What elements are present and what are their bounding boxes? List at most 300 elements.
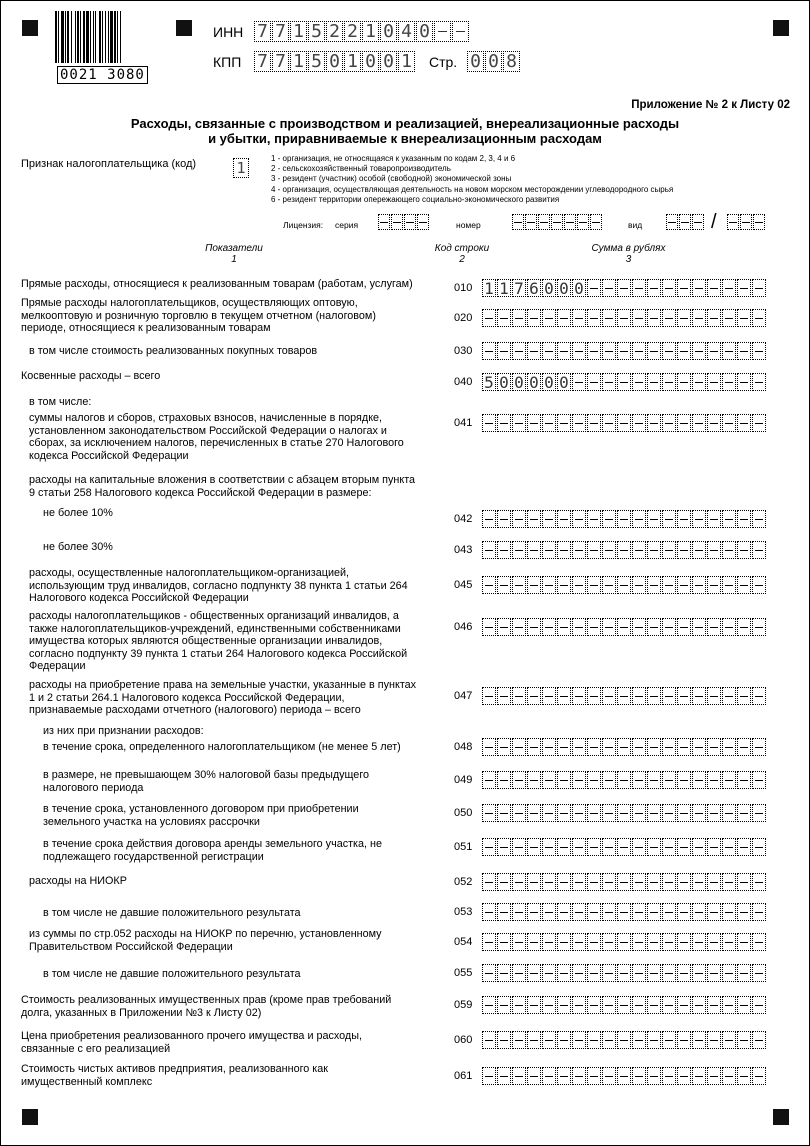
char-cell[interactable] [497, 738, 511, 756]
char-cell[interactable]: 0 [557, 373, 571, 391]
char-cell[interactable] [587, 618, 601, 636]
char-cell[interactable] [590, 214, 602, 230]
char-cell[interactable] [617, 903, 631, 921]
char-cell[interactable] [707, 873, 721, 891]
char-cell[interactable] [602, 771, 616, 789]
char-cell[interactable] [434, 21, 451, 42]
char-cell[interactable] [512, 996, 526, 1014]
char-cell[interactable] [542, 903, 556, 921]
char-cell[interactable] [497, 414, 511, 432]
char-cell[interactable] [632, 738, 646, 756]
char-cell[interactable] [587, 687, 601, 705]
char-cell[interactable] [587, 996, 601, 1014]
char-cell[interactable] [542, 687, 556, 705]
char-cell[interactable] [677, 576, 691, 594]
char-cell[interactable] [677, 996, 691, 1014]
char-cell[interactable] [497, 804, 511, 822]
char-cell[interactable] [542, 1031, 556, 1049]
char-cell[interactable]: 0 [416, 21, 433, 42]
char-cell[interactable] [722, 279, 736, 297]
char-cell[interactable] [752, 342, 766, 360]
char-cell[interactable] [617, 964, 631, 982]
amount-field-043[interactable] [482, 541, 766, 559]
char-cell[interactable] [632, 838, 646, 856]
char-cell[interactable] [557, 996, 571, 1014]
char-cell[interactable] [527, 576, 541, 594]
char-cell[interactable] [542, 964, 556, 982]
char-cell[interactable] [722, 738, 736, 756]
char-cell[interactable] [617, 576, 631, 594]
char-cell[interactable] [572, 738, 586, 756]
char-cell[interactable] [632, 414, 646, 432]
license-type-field-1[interactable] [666, 214, 704, 230]
char-cell[interactable] [737, 933, 751, 951]
char-cell[interactable] [482, 964, 496, 982]
char-cell[interactable] [527, 687, 541, 705]
char-cell[interactable]: 1 [290, 21, 307, 42]
char-cell[interactable] [752, 996, 766, 1014]
char-cell[interactable] [617, 309, 631, 327]
amount-field-049[interactable] [482, 771, 766, 789]
char-cell[interactable] [662, 1067, 676, 1085]
char-cell[interactable] [557, 342, 571, 360]
char-cell[interactable] [512, 1067, 526, 1085]
char-cell[interactable] [647, 342, 661, 360]
char-cell[interactable] [512, 510, 526, 528]
char-cell[interactable] [527, 414, 541, 432]
char-cell[interactable] [677, 1031, 691, 1049]
char-cell[interactable] [572, 342, 586, 360]
char-cell[interactable] [692, 279, 706, 297]
char-cell[interactable] [617, 510, 631, 528]
char-cell[interactable] [752, 541, 766, 559]
char-cell[interactable] [497, 933, 511, 951]
char-cell[interactable] [727, 214, 739, 230]
char-cell[interactable] [572, 964, 586, 982]
char-cell[interactable] [452, 21, 469, 42]
char-cell[interactable] [707, 838, 721, 856]
char-cell[interactable] [587, 903, 601, 921]
char-cell[interactable] [512, 618, 526, 636]
license-type-field-2[interactable] [727, 214, 765, 230]
char-cell[interactable] [564, 214, 576, 230]
char-cell[interactable] [753, 214, 765, 230]
amount-field-061[interactable] [482, 1067, 766, 1085]
char-cell[interactable] [587, 804, 601, 822]
char-cell[interactable] [632, 342, 646, 360]
char-cell[interactable] [482, 309, 496, 327]
char-cell[interactable] [572, 373, 586, 391]
amount-field-060[interactable] [482, 1031, 766, 1049]
char-cell[interactable] [707, 687, 721, 705]
char-cell[interactable] [722, 933, 736, 951]
char-cell[interactable] [497, 873, 511, 891]
char-cell[interactable] [482, 414, 496, 432]
amount-field-020[interactable] [482, 309, 766, 327]
char-cell[interactable] [572, 933, 586, 951]
char-cell[interactable] [722, 373, 736, 391]
char-cell[interactable] [602, 510, 616, 528]
char-cell[interactable] [602, 342, 616, 360]
char-cell[interactable] [512, 873, 526, 891]
char-cell[interactable] [512, 838, 526, 856]
char-cell[interactable] [378, 214, 390, 230]
char-cell[interactable] [677, 618, 691, 636]
char-cell[interactable] [482, 510, 496, 528]
char-cell[interactable] [497, 771, 511, 789]
char-cell[interactable] [557, 309, 571, 327]
char-cell[interactable] [632, 1067, 646, 1085]
char-cell[interactable] [572, 510, 586, 528]
amount-field-046[interactable] [482, 618, 766, 636]
char-cell[interactable] [737, 541, 751, 559]
char-cell[interactable]: 7 [272, 51, 289, 72]
char-cell[interactable] [692, 618, 706, 636]
char-cell[interactable] [662, 576, 676, 594]
char-cell[interactable]: 0 [527, 373, 541, 391]
char-cell[interactable] [512, 738, 526, 756]
char-cell[interactable] [542, 996, 556, 1014]
char-cell[interactable] [497, 309, 511, 327]
char-cell[interactable] [632, 687, 646, 705]
char-cell[interactable] [527, 1031, 541, 1049]
char-cell[interactable] [740, 214, 752, 230]
char-cell[interactable] [752, 1067, 766, 1085]
char-cell[interactable] [662, 838, 676, 856]
char-cell[interactable] [662, 873, 676, 891]
char-cell[interactable] [512, 804, 526, 822]
taxpayer-sign-field[interactable]: 1 [233, 158, 249, 178]
char-cell[interactable] [542, 933, 556, 951]
char-cell[interactable] [497, 510, 511, 528]
char-cell[interactable] [512, 687, 526, 705]
char-cell[interactable] [587, 838, 601, 856]
char-cell[interactable] [602, 541, 616, 559]
char-cell[interactable] [737, 342, 751, 360]
char-cell[interactable]: 0 [467, 51, 484, 72]
char-cell[interactable] [617, 804, 631, 822]
char-cell[interactable] [587, 873, 601, 891]
char-cell[interactable] [617, 373, 631, 391]
char-cell[interactable] [542, 838, 556, 856]
char-cell[interactable] [707, 996, 721, 1014]
char-cell[interactable] [677, 933, 691, 951]
char-cell[interactable] [572, 687, 586, 705]
char-cell[interactable]: 1 [398, 51, 415, 72]
char-cell[interactable] [617, 771, 631, 789]
char-cell[interactable] [497, 618, 511, 636]
char-cell[interactable] [647, 618, 661, 636]
char-cell[interactable] [722, 309, 736, 327]
char-cell[interactable] [707, 804, 721, 822]
amount-field-055[interactable] [482, 964, 766, 982]
char-cell[interactable] [707, 964, 721, 982]
char-cell[interactable] [527, 903, 541, 921]
char-cell[interactable] [482, 804, 496, 822]
char-cell[interactable] [557, 771, 571, 789]
char-cell[interactable] [497, 903, 511, 921]
char-cell[interactable] [707, 373, 721, 391]
char-cell[interactable] [538, 214, 550, 230]
char-cell[interactable] [647, 771, 661, 789]
char-cell[interactable]: 6 [527, 279, 541, 297]
char-cell[interactable] [557, 687, 571, 705]
char-cell[interactable] [662, 342, 676, 360]
char-cell[interactable] [647, 541, 661, 559]
char-cell[interactable] [482, 1067, 496, 1085]
char-cell[interactable] [572, 414, 586, 432]
char-cell[interactable] [692, 214, 704, 230]
char-cell[interactable] [662, 996, 676, 1014]
char-cell[interactable] [722, 996, 736, 1014]
char-cell[interactable]: 0 [485, 51, 502, 72]
char-cell[interactable] [662, 738, 676, 756]
char-cell[interactable]: 1 [482, 279, 496, 297]
char-cell[interactable] [692, 309, 706, 327]
char-cell[interactable]: 0 [572, 279, 586, 297]
char-cell[interactable] [707, 510, 721, 528]
char-cell[interactable] [677, 873, 691, 891]
char-cell[interactable] [587, 510, 601, 528]
char-cell[interactable]: 5 [482, 373, 496, 391]
char-cell[interactable] [752, 309, 766, 327]
char-cell[interactable] [647, 309, 661, 327]
char-cell[interactable] [692, 541, 706, 559]
char-cell[interactable] [722, 576, 736, 594]
char-cell[interactable] [617, 996, 631, 1014]
char-cell[interactable] [722, 541, 736, 559]
char-cell[interactable] [542, 1067, 556, 1085]
char-cell[interactable] [482, 342, 496, 360]
char-cell[interactable] [572, 576, 586, 594]
char-cell[interactable] [707, 1031, 721, 1049]
char-cell[interactable] [587, 933, 601, 951]
char-cell[interactable] [662, 618, 676, 636]
char-cell[interactable] [737, 373, 751, 391]
char-cell[interactable] [482, 903, 496, 921]
char-cell[interactable] [557, 541, 571, 559]
char-cell[interactable] [737, 279, 751, 297]
char-cell[interactable] [632, 933, 646, 951]
char-cell[interactable] [542, 541, 556, 559]
char-cell[interactable] [722, 873, 736, 891]
char-cell[interactable] [752, 373, 766, 391]
char-cell[interactable] [572, 618, 586, 636]
char-cell[interactable] [542, 342, 556, 360]
char-cell[interactable] [602, 687, 616, 705]
page-number-field[interactable] [467, 51, 520, 72]
char-cell[interactable] [512, 214, 524, 230]
char-cell[interactable] [692, 903, 706, 921]
char-cell[interactable]: 7 [512, 279, 526, 297]
char-cell[interactable] [587, 1067, 601, 1085]
char-cell[interactable] [542, 510, 556, 528]
char-cell[interactable] [512, 576, 526, 594]
char-cell[interactable] [662, 903, 676, 921]
char-cell[interactable] [662, 1031, 676, 1049]
char-cell[interactable] [647, 687, 661, 705]
char-cell[interactable] [632, 964, 646, 982]
char-cell[interactable] [722, 1067, 736, 1085]
char-cell[interactable] [677, 838, 691, 856]
char-cell[interactable] [647, 414, 661, 432]
char-cell[interactable] [404, 214, 416, 230]
char-cell[interactable] [737, 1067, 751, 1085]
char-cell[interactable] [752, 933, 766, 951]
char-cell[interactable] [497, 964, 511, 982]
char-cell[interactable]: 0 [557, 279, 571, 297]
char-cell[interactable] [662, 414, 676, 432]
char-cell[interactable] [662, 771, 676, 789]
char-cell[interactable] [752, 838, 766, 856]
char-cell[interactable] [737, 510, 751, 528]
char-cell[interactable] [542, 414, 556, 432]
char-cell[interactable]: 0 [542, 373, 556, 391]
char-cell[interactable] [542, 804, 556, 822]
char-cell[interactable] [617, 541, 631, 559]
char-cell[interactable] [557, 576, 571, 594]
char-cell[interactable] [722, 510, 736, 528]
char-cell[interactable]: 4 [398, 21, 415, 42]
char-cell[interactable] [662, 541, 676, 559]
char-cell[interactable] [707, 933, 721, 951]
char-cell[interactable] [527, 933, 541, 951]
char-cell[interactable] [482, 576, 496, 594]
char-cell[interactable] [707, 903, 721, 921]
char-cell[interactable] [647, 903, 661, 921]
char-cell[interactable] [602, 873, 616, 891]
char-cell[interactable] [647, 838, 661, 856]
char-cell[interactable] [482, 996, 496, 1014]
char-cell[interactable] [692, 771, 706, 789]
char-cell[interactable]: 1 [497, 279, 511, 297]
char-cell[interactable] [666, 214, 678, 230]
char-cell[interactable] [602, 618, 616, 636]
char-cell[interactable] [527, 309, 541, 327]
char-cell[interactable] [602, 1031, 616, 1049]
char-cell[interactable] [647, 373, 661, 391]
char-cell[interactable] [722, 414, 736, 432]
amount-field-050[interactable] [482, 804, 766, 822]
char-cell[interactable] [677, 342, 691, 360]
char-cell[interactable] [525, 214, 537, 230]
char-cell[interactable] [632, 1031, 646, 1049]
char-cell[interactable]: 0 [497, 373, 511, 391]
char-cell[interactable] [662, 373, 676, 391]
char-cell[interactable]: 7 [272, 21, 289, 42]
char-cell[interactable] [677, 903, 691, 921]
char-cell[interactable] [482, 618, 496, 636]
amount-field-053[interactable] [482, 903, 766, 921]
char-cell[interactable]: 2 [326, 21, 343, 42]
char-cell[interactable] [737, 576, 751, 594]
char-cell[interactable] [482, 838, 496, 856]
char-cell[interactable] [677, 687, 691, 705]
char-cell[interactable] [692, 933, 706, 951]
char-cell[interactable] [647, 996, 661, 1014]
char-cell[interactable] [692, 576, 706, 594]
char-cell[interactable]: 0 [380, 51, 397, 72]
kpp-field[interactable] [254, 51, 415, 72]
amount-field-041[interactable] [482, 414, 766, 432]
amount-field-054[interactable] [482, 933, 766, 951]
char-cell[interactable] [662, 510, 676, 528]
char-cell[interactable] [722, 964, 736, 982]
char-cell[interactable] [542, 738, 556, 756]
char-cell[interactable] [602, 373, 616, 391]
char-cell[interactable] [602, 964, 616, 982]
char-cell[interactable] [512, 771, 526, 789]
char-cell[interactable] [587, 964, 601, 982]
char-cell[interactable] [707, 342, 721, 360]
char-cell[interactable] [632, 804, 646, 822]
char-cell[interactable] [737, 1031, 751, 1049]
char-cell[interactable] [617, 1031, 631, 1049]
char-cell[interactable] [617, 1067, 631, 1085]
char-cell[interactable] [587, 738, 601, 756]
char-cell[interactable]: 7 [254, 51, 271, 72]
char-cell[interactable] [692, 342, 706, 360]
char-cell[interactable] [557, 414, 571, 432]
char-cell[interactable] [542, 618, 556, 636]
char-cell[interactable] [677, 373, 691, 391]
char-cell[interactable] [497, 342, 511, 360]
char-cell[interactable] [647, 279, 661, 297]
char-cell[interactable] [512, 1031, 526, 1049]
char-cell[interactable] [577, 214, 589, 230]
char-cell[interactable]: 5 [308, 51, 325, 72]
char-cell[interactable] [602, 838, 616, 856]
amount-field-042[interactable] [482, 510, 766, 528]
char-cell[interactable]: 8 [503, 51, 520, 72]
char-cell[interactable] [737, 618, 751, 636]
char-cell[interactable] [557, 804, 571, 822]
char-cell[interactable] [692, 738, 706, 756]
char-cell[interactable] [677, 738, 691, 756]
char-cell[interactable] [679, 214, 691, 230]
char-cell[interactable] [482, 933, 496, 951]
char-cell[interactable] [497, 838, 511, 856]
char-cell[interactable] [557, 1067, 571, 1085]
char-cell[interactable] [557, 873, 571, 891]
char-cell[interactable] [677, 804, 691, 822]
char-cell[interactable] [707, 618, 721, 636]
char-cell[interactable] [662, 964, 676, 982]
char-cell[interactable] [677, 771, 691, 789]
char-cell[interactable] [512, 541, 526, 559]
char-cell[interactable] [647, 1031, 661, 1049]
char-cell[interactable] [752, 279, 766, 297]
char-cell[interactable] [482, 1031, 496, 1049]
char-cell[interactable] [602, 738, 616, 756]
char-cell[interactable] [632, 903, 646, 921]
amount-field-052[interactable] [482, 873, 766, 891]
char-cell[interactable] [572, 804, 586, 822]
char-cell[interactable] [692, 873, 706, 891]
char-cell[interactable] [647, 933, 661, 951]
char-cell[interactable] [527, 541, 541, 559]
char-cell[interactable] [632, 996, 646, 1014]
char-cell[interactable] [602, 279, 616, 297]
char-cell[interactable] [482, 687, 496, 705]
char-cell[interactable] [707, 738, 721, 756]
char-cell[interactable] [692, 687, 706, 705]
char-cell[interactable] [542, 771, 556, 789]
char-cell[interactable] [602, 804, 616, 822]
char-cell[interactable]: 1 [290, 51, 307, 72]
char-cell[interactable] [722, 618, 736, 636]
char-cell[interactable]: 0 [512, 373, 526, 391]
